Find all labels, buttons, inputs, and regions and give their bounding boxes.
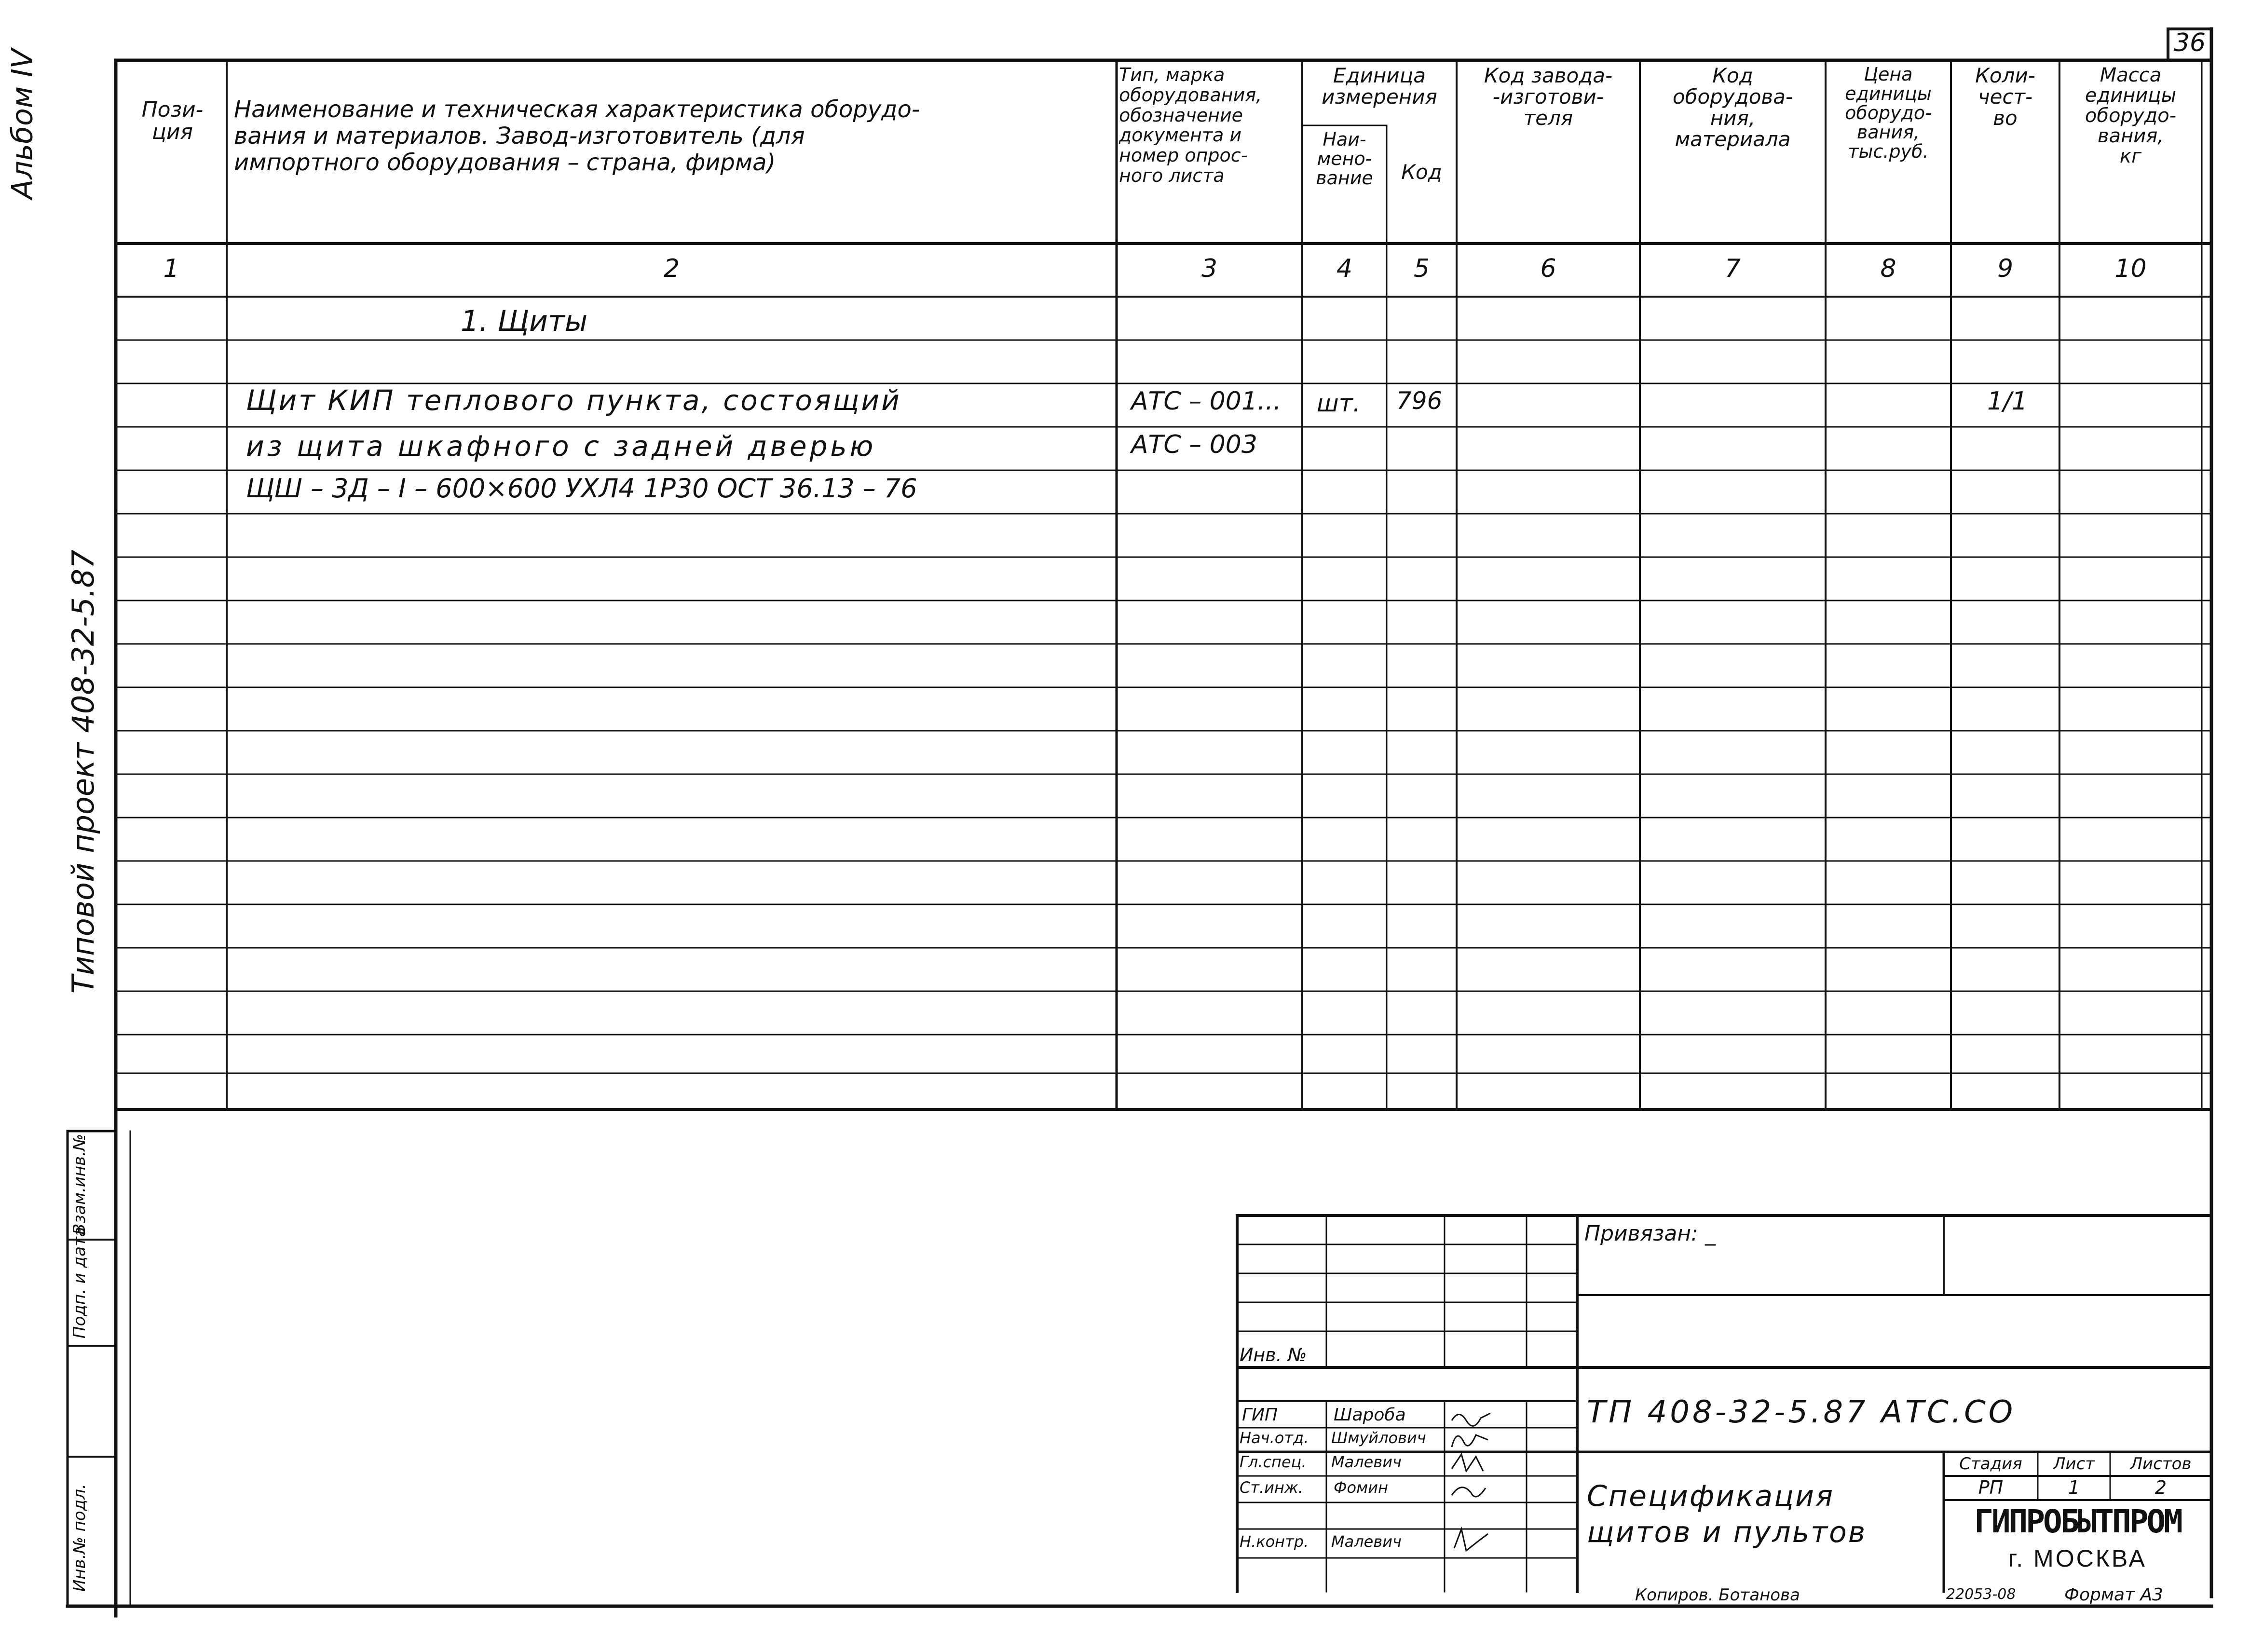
album-label: Альбом IV bbox=[5, 49, 40, 199]
sheets-label: Листов bbox=[2130, 1454, 2192, 1474]
column-number: 5 bbox=[1413, 254, 1430, 283]
column-number: 4 bbox=[1336, 254, 1353, 283]
organization-city: г. МОСКВА bbox=[2008, 1545, 2147, 1572]
sign-date-label: Подп. и дата bbox=[70, 1227, 89, 1338]
row-1-type: АТС – 001... bbox=[1131, 387, 1282, 416]
row-3-name: ЩШ – 3Д – I – 600×600 УХЛ4 1Р30 ОСТ 36.13 – 76 bbox=[246, 473, 917, 504]
name-chief-spec: Малевич bbox=[1331, 1453, 1402, 1471]
row-2-name: из щита шкафного с задней дверью bbox=[246, 430, 876, 463]
sheet-value: 1 bbox=[2068, 1477, 2080, 1498]
header-mass: Масса единицы оборудо- вания, кг bbox=[2085, 64, 2177, 167]
name-senior-eng: Фомин bbox=[1334, 1478, 1388, 1497]
column-number: 1 bbox=[163, 254, 179, 283]
role-chief-spec: Гл.спец. bbox=[1240, 1453, 1307, 1471]
row-1-code: 796 bbox=[1396, 387, 1443, 415]
copied-by: Копиров. Ботанова bbox=[1635, 1585, 1800, 1605]
name-gip: Шароба bbox=[1334, 1405, 1406, 1425]
column-number: 9 bbox=[1997, 254, 2014, 283]
role-norm-control: Н.контр. bbox=[1240, 1532, 1309, 1551]
role-gip: ГИП bbox=[1242, 1405, 1278, 1425]
header-price: Цена единицы оборудо- вания, тыс.руб. bbox=[1845, 64, 1932, 162]
section-title: 1. Щиты bbox=[461, 304, 588, 338]
document-title: Спецификация щитов и пультов bbox=[1587, 1479, 1867, 1549]
column-number: 2 bbox=[663, 254, 680, 283]
header-unit: Единица измерения bbox=[1322, 64, 1437, 109]
column-number: 10 bbox=[2114, 254, 2147, 283]
sheet-format: Формат А3 bbox=[2064, 1585, 2164, 1605]
stage-value: РП bbox=[1978, 1477, 2004, 1498]
row-1-unit: шт. bbox=[1317, 389, 1361, 417]
order-number: 22053-08 bbox=[1946, 1586, 2016, 1603]
column-number: 8 bbox=[1880, 254, 1896, 283]
inv-orig-label: Инв.№ подл. bbox=[70, 1484, 89, 1592]
row-2-type: АТС – 003 bbox=[1131, 430, 1257, 459]
column-number: 3 bbox=[1201, 254, 1218, 283]
column-number: 7 bbox=[1724, 254, 1741, 283]
header-type: Тип, марка оборудования, обозначение документа и номер опрос- ного листа bbox=[1119, 64, 1262, 186]
header-unit-code: Код bbox=[1401, 160, 1442, 184]
organization-name: ГИПРОБЫТПРОМ bbox=[1974, 1503, 2181, 1540]
name-head-dept: Шмуйлович bbox=[1331, 1429, 1426, 1447]
sheet-label: Лист bbox=[2053, 1454, 2095, 1474]
header-unit-name: Наи- мено- вание bbox=[1316, 129, 1373, 189]
header-position: Пози- ция bbox=[141, 97, 204, 145]
header-material-code: Код оборудова- ния, материала bbox=[1672, 64, 1793, 151]
signature-marks bbox=[1452, 1413, 1490, 1551]
header-factory-code: Код завода- -изготови- теля bbox=[1484, 64, 1613, 130]
row-1-name: Щит КИП теплового пункта, состоящий bbox=[246, 384, 901, 417]
inv-number-label: Инв. № bbox=[1240, 1344, 1307, 1365]
role-head-dept: Нач.отд. bbox=[1240, 1429, 1309, 1447]
name-norm-control: Малевич bbox=[1331, 1532, 1402, 1551]
project-label: Типовой проект 408-32-5.87 bbox=[66, 549, 101, 994]
replace-inv-label: Взам.инв.№ bbox=[70, 1133, 89, 1235]
header-name: Наименование и техническая характеристика оборудо- вания и материалов. Завод-изготовитель (для импортного оборудования – страна, фирма) bbox=[234, 96, 920, 177]
privyazan-label: Привязан: _ bbox=[1584, 1221, 1716, 1246]
document-code: ТП 408-32-5.87 АТС.СО bbox=[1587, 1394, 2016, 1430]
stage-label: Стадия bbox=[1959, 1454, 2022, 1474]
column-number: 6 bbox=[1540, 254, 1556, 283]
sheet-number: 36 bbox=[2173, 28, 2206, 57]
role-senior-eng: Ст.инж. bbox=[1240, 1478, 1303, 1497]
header-quantity: Коли- чест- во bbox=[1975, 64, 2035, 130]
row-1-qty: 1/1 bbox=[1987, 387, 2028, 416]
sheets-value: 2 bbox=[2155, 1477, 2167, 1498]
